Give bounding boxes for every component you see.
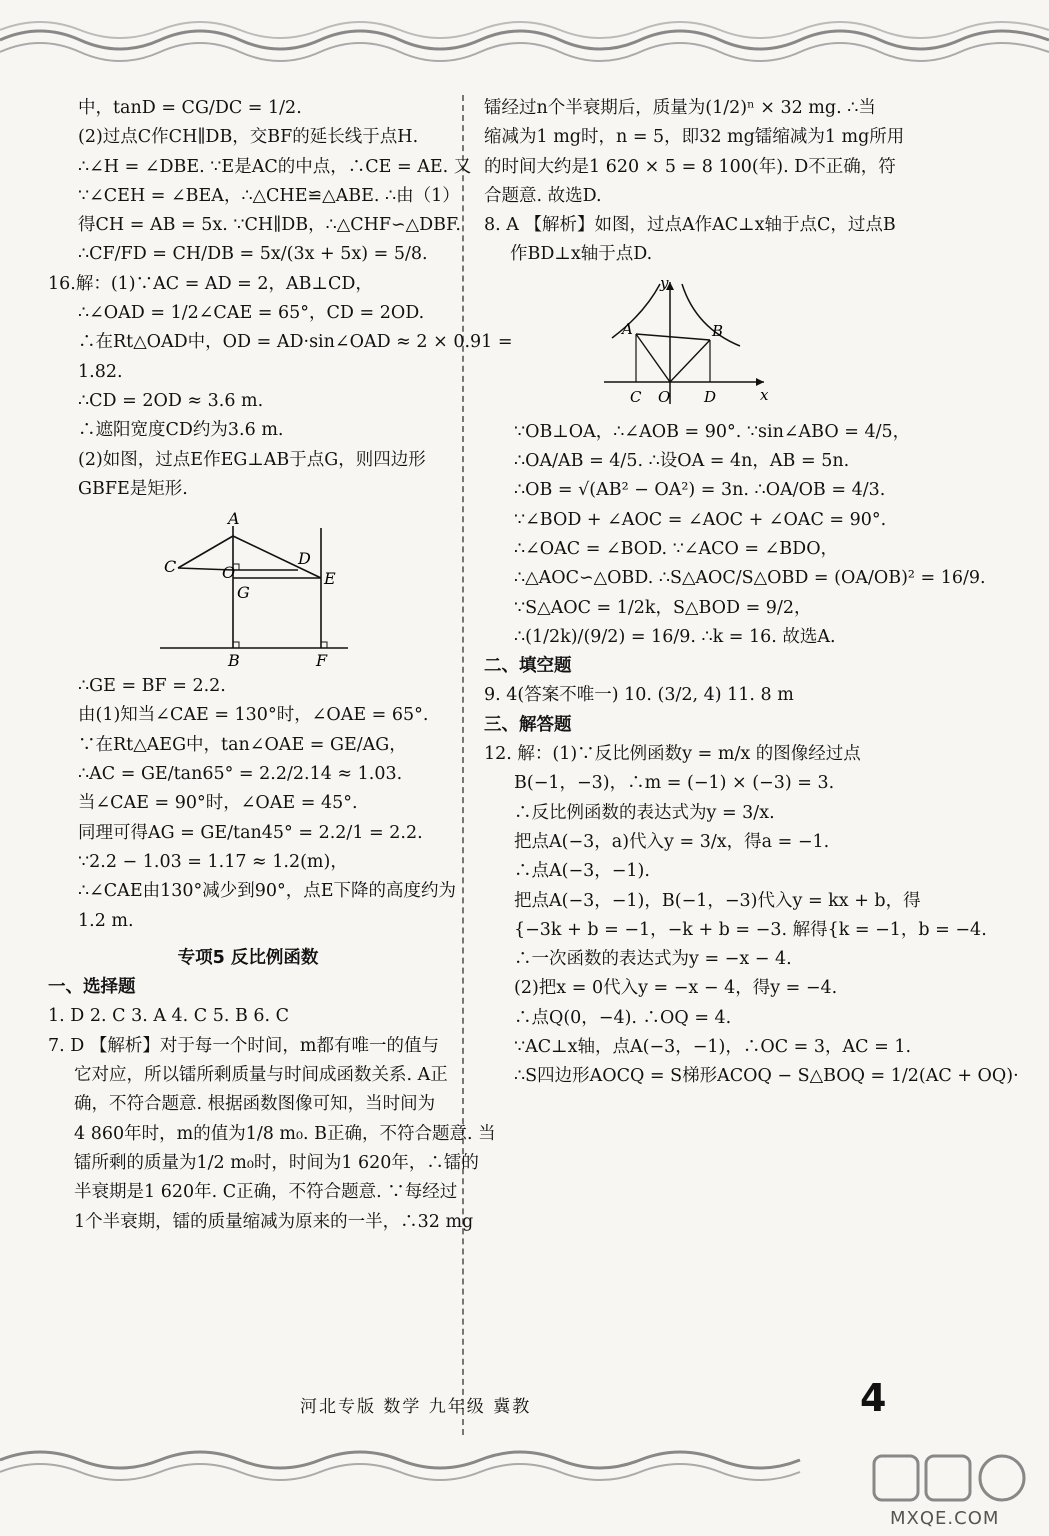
text-line: (2)如图，过点E作EG⊥AB于点G，则四边形 — [78, 449, 426, 470]
text-line: ∴点A(−3，−1). — [514, 861, 650, 882]
right-column — [484, 94, 1019, 1092]
text-line: 缩减为1 mg时，n = 5，即32 mg镭缩减为1 mg所用 — [484, 127, 905, 148]
axis-label: x — [760, 385, 769, 404]
figure-label: D — [704, 387, 717, 406]
text-line: ∴S四边形AOCQ = S梯形ACOQ − S△BOQ = 1/2(AC + OQ)· — [514, 1066, 1019, 1087]
coordinate-figure-hyperbola — [484, 274, 904, 414]
text-line: 1.82. — [78, 361, 123, 382]
text-line: ∴遮阳宽度CD约为3.6 m. — [78, 420, 284, 441]
text-line: ∴(1/2k)/(9/2) = 16/9. ∴k = 16. 故选A. — [514, 626, 836, 647]
text-line: ∴CD = 2OD ≈ 3.6 m. — [78, 390, 264, 411]
text-line: 1.2 m. — [78, 910, 134, 931]
text-line: 7. D 【解析】对于每一个时间，m都有唯一的值与 — [48, 1035, 439, 1056]
page-number: 4 — [860, 1376, 887, 1420]
text-line: ∵2.2 − 1.03 = 1.17 ≈ 1.2(m)， — [78, 851, 348, 872]
text-line: ∴∠OAC = ∠BOD. ∵∠ACO = ∠BDO， — [514, 538, 839, 559]
text-line: 的时间大约是1 620 × 5 = 8 100(年). D不正确，符 — [484, 156, 896, 177]
geometry-figure-awning — [48, 508, 448, 671]
text-line: ∴OB = √(AB² − OA²) = 3n. ∴OA/OB = 4/3. — [514, 480, 886, 501]
section-heading: 二、填空题 — [484, 656, 572, 677]
text-line: (2)把x = 0代入y = −x − 4，得y = −4. — [514, 978, 838, 999]
text-line: 12. 解：(1)∵反比例函数y = m/x 的图像经过点 — [484, 744, 861, 765]
text-line: ∵S△AOC = 1/2k，S△BOD = 9/2， — [514, 597, 812, 618]
figure-label: D — [298, 549, 311, 569]
text-line: 镭经过n个半衰期后，质量为(1/2)ⁿ × 32 mg. ∴当 — [484, 98, 876, 118]
text-line: 当∠CAE = 90°时，∠OAE = 45°. — [78, 793, 358, 814]
text-line: ∴∠H = ∠DBE. ∵E是AC的中点，∴CE = AE. 又 — [78, 156, 472, 177]
section-title: 专项5 反比例函数 — [177, 947, 319, 968]
text-line: ∴△AOC∽△OBD. ∴S△AOC/S△OBD = (OA/OB)² = 16/9. — [514, 568, 986, 589]
text-line: 1个半衰期，镭的质量缩减为原来的一半，∴32 mg — [74, 1211, 474, 1232]
figure-label: G — [237, 583, 250, 603]
text-line: ∵AC⊥x轴，点A(−3，−1)，∴OC = 3，AC = 1. — [514, 1037, 912, 1058]
text-line: ∵∠CEH = ∠BEA，∴△CHE≌△ABE. ∴由（1） — [78, 185, 460, 206]
figure-label: C — [164, 557, 177, 577]
text-line: ∴反比例函数的表达式为y = 3/x. — [514, 802, 775, 823]
figure-label: E — [324, 569, 336, 589]
text-line: ∵在Rt△AEG中，tan∠OAE = GE/AG， — [78, 734, 407, 755]
text-line: 8. A 【解析】如图，过点A作AC⊥x轴于点C，过点B — [484, 215, 896, 236]
text-line: ∴∠CAE由130°减少到90°，点E下降的高度约为 — [78, 881, 457, 902]
answer-line: 9. 4(答案不唯一) 10. (3/2, 4) 11. 8 m — [484, 685, 794, 706]
figure-label: B — [228, 651, 240, 671]
figure-label: A — [228, 509, 240, 529]
text-line: ∴∠OAD = 1/2∠CAE = 65°，CD = 2OD. — [78, 303, 425, 324]
text-line: 半衰期是1 620年. C正确，不符合题意. ∵每经过 — [74, 1182, 458, 1203]
figure-label: B — [712, 321, 724, 340]
answer-line: 1. D 2. C 3. A 4. C 5. B 6. C — [48, 1006, 290, 1027]
text-line: ∵OB⊥OA，∴∠AOB = 90°. ∵sin∠ABO = 4/5， — [514, 421, 911, 442]
text-line: 得CH = AB = 5x. ∵CH∥DB，∴△CHF∽△DBF. — [78, 215, 461, 236]
axis-label: y — [660, 273, 669, 292]
left-column — [48, 94, 513, 1237]
text-line: ∴在Rt△OAD中，OD = AD·sin∠OAD ≈ 2 × 0.91 = — [78, 332, 513, 353]
figure-label: O — [222, 563, 236, 583]
text-line: ∴AC = GE/tan65° = 2.2/2.14 ≈ 1.03. — [78, 764, 403, 785]
text-line: 它对应，所以镭所剩质量与时间成函数关系. A正 — [74, 1065, 448, 1086]
text-line: ∴一次函数的表达式为y = −x − 4. — [514, 949, 792, 970]
section-heading: 三、解答题 — [484, 714, 572, 735]
text-line: 确，不符合题意. 根据函数图像可知，当时间为 — [74, 1094, 436, 1115]
figure-label: C — [630, 387, 642, 406]
text-line: GBFE是矩形. — [78, 478, 188, 499]
text-line: 合题意. 故选D. — [484, 185, 602, 206]
text-line: ∴CF/FD = CH/DB = 5x/(3x + 5x) = 5/8. — [78, 244, 428, 265]
text-line: 同理可得AG = GE/tan45° = 2.2/1 = 2.2. — [78, 822, 423, 843]
text-line: ∵∠BOD + ∠AOC = ∠AOC + ∠OAC = 90°. — [514, 509, 887, 530]
text-line: {−3k + b = −1，−k + b = −3. 解得{k = −1，b = −4. — [514, 919, 987, 940]
watermark-text: MXQE.COM — [890, 1508, 1000, 1529]
section-heading: 一、选择题 — [48, 977, 136, 998]
text-line: 16.解：(1)∵AC = AD = 2，AB⊥CD， — [48, 273, 373, 294]
text-line: 镭所剩的质量为1/2 m₀时，时间为1 620年，∴镭的 — [74, 1152, 479, 1173]
text-line: 由(1)知当∠CAE = 130°时，∠OAE = 65°. — [78, 705, 429, 726]
figure-label: F — [316, 651, 328, 671]
text-line: (2)过点C作CH∥DB，交BF的延长线于点H. — [78, 127, 419, 148]
text-line: 4 860年时，m的值为1/8 m₀. B正确，不符合题意. 当 — [74, 1123, 496, 1144]
figure-label: A — [622, 319, 633, 338]
text-line: ∴OA/AB = 4/5. ∴设OA = 4n，AB = 5n. — [514, 451, 850, 472]
text-line: ∴点Q(0，−4). ∴OQ = 4. — [514, 1007, 732, 1028]
top-wave-border — [0, 0, 1049, 80]
text-line: ∴GE = BF = 2.2. — [78, 676, 226, 697]
figure-label: O — [658, 387, 671, 406]
text-line: 中，tanD = CG/DC = 1/2. — [78, 98, 302, 118]
text-line: 把点A(−3，−1)，B(−1，−3)代入y = kx + b，得 — [514, 890, 921, 911]
text-line: 把点A(−3，a)代入y = 3/x，得a = −1. — [514, 831, 830, 852]
text-line: 作BD⊥x轴于点D. — [510, 244, 653, 265]
footer-edition-text: 河北专版 数学 九年级 冀教 — [300, 1397, 532, 1417]
text-line: B(−1，−3)，∴m = (−1) × (−3) = 3. — [514, 773, 835, 794]
